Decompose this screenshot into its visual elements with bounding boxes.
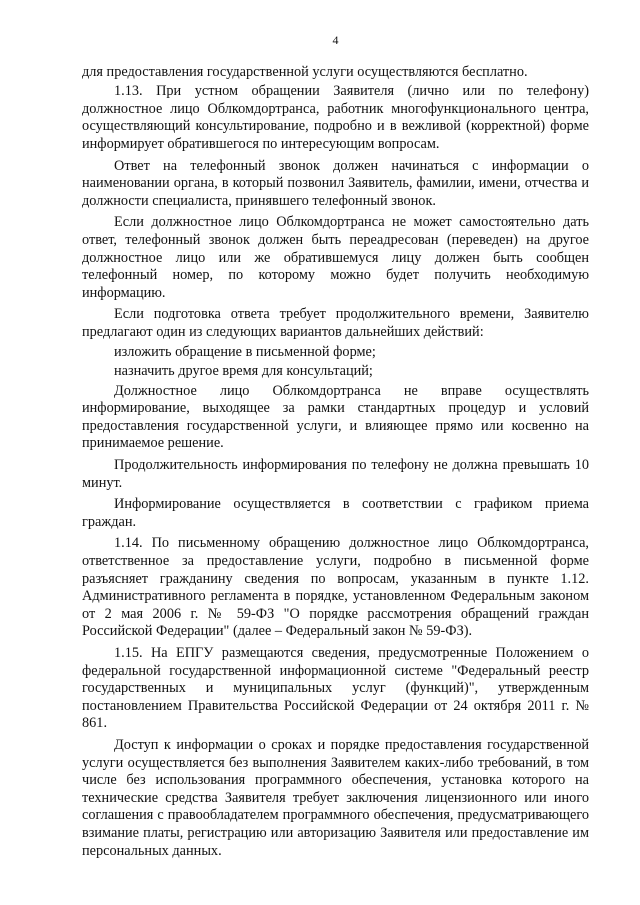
paragraph-schedule: Информирование осуществляется в соответствии с графиком приема граждан. [82, 496, 589, 530]
paragraph-1-13: 1.13. При устном обращении Заявителя (лично или по телефону) должностное лицо Облкомдортранса, работник многофункционального центра, осуществляющий консультирование, подробно и в вежливой (корректной) форме информирует обратившегося по интересующим вопросам. [82, 83, 589, 152]
paragraph-redirect: Если должностное лицо Облкомдортранса не может самостоятельно дать ответ, телефонный звонок должен быть переадресован (переведен) на другое должностное лицо или же обратившемуся лицу должен быть сообщен телефонный номер, по которому можно будет получить необходимую информацию. [82, 214, 589, 301]
list-option-written: изложить обращение в письменной форме; [114, 343, 376, 360]
paragraph-access: Доступ к информации о сроках и порядке предоставления государственной услуги осуществляется без выполнения Заявителем каких-либо требований, в том числе без использования программного обеспечения, установка которого на технические средства Заявителя требует заключения лицензионного или иного соглашения с правообладателем программного обеспечения, предусматривающего взимание платы, регистрацию или авторизацию Заявителя или предоставление им персональных данных. [82, 736, 589, 859]
page-number: 4 [332, 33, 339, 47]
paragraph-1-14: 1.14. По письменному обращению должностное лицо Облкомдортранса, ответственное за предоставление услуги, подробно в письменной форме разъясняет гражданину сведения по вопросам, указанным в пункте 1.12. Административного регламента в порядке, установленном Федеральным законом от 2 мая 2006 г. № 59-ФЗ "О порядке рассмотрения обращений граждан Российской Федерации" (далее – Федеральный закон № 59-ФЗ). [82, 535, 589, 640]
document-page [82, 32, 589, 862]
paragraph-1-15: 1.15. На ЕПГУ размещаются сведения, предусмотренные Положением о федеральной государственной информационной системе "Федеральный реестр государственных и муниципальных услуг (функций)", утвержденным постановлением Правительства Российской Федерации от 24 октября 2011 г. № 861. [82, 645, 589, 732]
list-option-reschedule: назначить другое время для консультаций; [114, 363, 373, 380]
paragraph-long-answer: Если подготовка ответа требует продолжительного времени, Заявителю предлагают один из следующих вариантов дальнейших действий: [82, 306, 589, 340]
paragraph-duration: Продолжительность информирования по телефону не должна превышать 10 минут. [82, 457, 589, 491]
paragraph-intro: для предоставления государственной услуги осуществляются бесплатно. [82, 63, 528, 80]
paragraph-restrictions: Должностное лицо Облкомдортранса не вправе осуществлять информирование, выходящее за рамки стандартных процедур и условий предоставления государственной услуги, и влияющее прямо или косвенно на принимаемое решение. [82, 382, 589, 452]
paragraph-phone-answer: Ответ на телефонный звонок должен начинаться с информации о наименовании органа, в который позвонил Заявитель, фамилии, имени, отчества и должности специалиста, принявшего телефонный звонок. [82, 157, 589, 209]
